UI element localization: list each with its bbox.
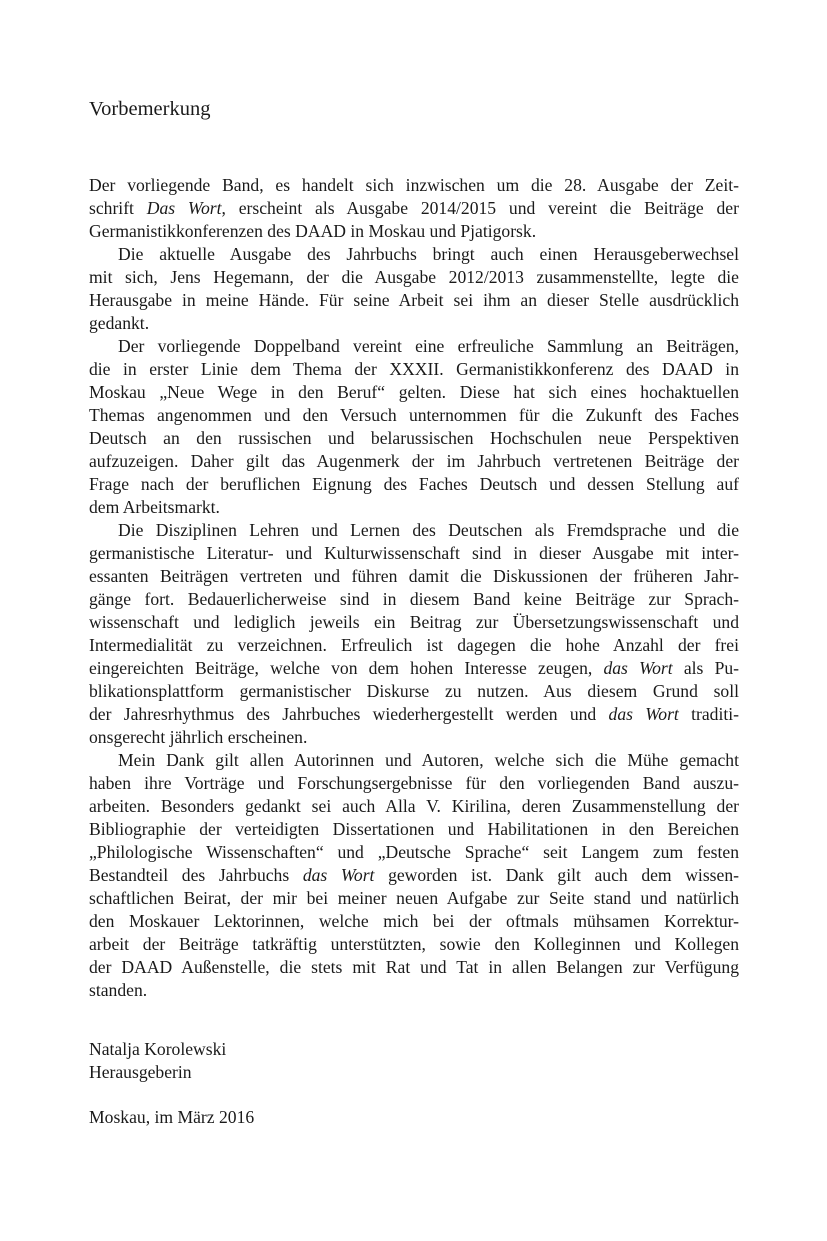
text-line: Der vorliegende Doppelband vereint eine erfreuliche Sammlung an Beiträgen, [118, 336, 739, 356]
author-name: Natalja Korolewski [89, 1039, 227, 1059]
text-line: Der vorliegende Band, es handelt sich inzwischen um die 28. Ausgabe der Zeit- [89, 175, 739, 195]
text-line: aufzuzeigen. Daher gilt das Augenmerk der im Jahrbuch vertretenen Beiträge der [89, 451, 739, 471]
text-line: „Philologische Wissenschaften“ und „Deutsche Sprache“ seit Langem zum festen [89, 842, 739, 862]
text-line: wissenschaft und lediglich jeweils ein Beitrag zur Übersetzungswissenschaft und [89, 612, 739, 632]
text-line: standen. [89, 980, 148, 1000]
text-line: eingereichten Beiträge, welche von dem hohen Interesse zeugen, das Wort als Pu- [89, 658, 740, 678]
text-line: Germanistikkonferenzen des DAAD in Moskau und Pjatigorsk. [89, 221, 537, 241]
text-line: onsgerecht jährlich erscheinen. [89, 727, 308, 747]
text-line: schrift Das Wort, erscheint als Ausgabe 2014/2015 und vereint die Beiträge der [89, 198, 739, 218]
text-line: Die aktuelle Ausgabe des Jahrbuchs bringt auch einen Herausgeberwechsel [118, 244, 739, 264]
text-line: Deutsch an den russischen und belarussischen Hochschulen neue Perspektiven [89, 428, 739, 448]
text-line: mit sich, Jens Hegemann, der die Ausgabe 2012/2013 zusammenstellte, legte die [89, 267, 739, 287]
text-line: Bibliographie der verteidigten Dissertationen und Habilitationen in den Bereichen [89, 819, 739, 839]
italic-title: das Wort [603, 658, 673, 678]
author-role: Herausgeberin [89, 1062, 192, 1082]
body-text [89, 174, 739, 1002]
paragraph [89, 519, 739, 749]
text-line: Herausgabe in meine Hände. Für seine Arbeit sei ihm an dieser Stelle ausdrücklich [89, 290, 739, 310]
place-date: Moskau, im März 2016 [89, 1107, 255, 1127]
paragraph [89, 174, 739, 243]
paragraph [89, 243, 739, 335]
text-line: schaftlichen Beirat, der mir bei meiner neuen Aufgabe zur Seite stand und natürlich [89, 888, 739, 908]
text-line: die in erster Linie dem Thema der XXXII. Germanistikkonferenz des DAAD in [89, 359, 739, 379]
text-line: Themas angenommen und den Versuch unternommen für die Zukunft des Faches [89, 405, 739, 425]
text-line: arbeit der Beiträge tatkräftig unterstützten, sowie den Kolleginnen und Kollegen [89, 934, 739, 954]
text-line: Moskau „Neue Wege in den Beruf“ gelten. Diese hat sich eines hochaktuellen [89, 382, 739, 402]
signature-block [89, 1038, 226, 1084]
text-line: arbeiten. Besonders gedankt sei auch Alla V. Kirilina, deren Zusammenstellung der [89, 796, 739, 816]
paragraph [89, 335, 739, 519]
text-line: Die Disziplinen Lehren und Lernen des Deutschen als Fremdsprache und die [118, 520, 739, 540]
paragraph [89, 749, 739, 1002]
text-line: germanistische Literatur- und Kulturwissenschaft sind in dieser Ausgabe mit inter- [89, 543, 739, 563]
italic-title: das Wort [302, 865, 375, 885]
text-line: gedankt. [89, 313, 150, 333]
text-line: der Jahresrhythmus des Jahrbuches wiederhergestellt werden und das Wort traditi- [89, 704, 739, 724]
text-line: Mein Dank gilt allen Autorinnen und Autoren, welche sich die Mühe gemacht [118, 750, 739, 770]
page-title: Vorbemerkung [89, 98, 211, 120]
text-line: blikationsplattform germanistischer Diskurse zu nutzen. Aus diesem Grund soll [89, 681, 739, 701]
text-line: Bestandteil des Jahrbuchs das Wort geworden ist. Dank gilt auch dem wissen- [89, 865, 739, 885]
text-line: essanten Beiträgen vertreten und führen damit die Diskussionen der früheren Jahr- [89, 566, 739, 586]
text-line: dem Arbeitsmarkt. [89, 497, 220, 517]
text-line: Frage nach der beruflichen Eignung des Faches Deutsch und dessen Stellung auf [89, 474, 739, 494]
text-line: Intermedialität zu verzeichnen. Erfreulich ist dagegen die hohe Anzahl der frei [89, 635, 739, 655]
text-line: der DAAD Außenstelle, die stets mit Rat und Tat in allen Belangen zur Verfügung [89, 957, 739, 977]
text-line: den Moskauer Lektorinnen, welche mich bei der oftmals mühsamen Korrektur- [89, 911, 739, 931]
italic-title: Das Wort [146, 198, 222, 218]
italic-title: das Wort [608, 704, 679, 724]
text-line: haben ihre Vorträge und Forschungsergebnisse für den vorliegenden Band auszu- [89, 773, 739, 793]
text-line: gänge fort. Bedauerlicherweise sind in diesem Band keine Beiträge zur Sprach- [89, 589, 739, 609]
